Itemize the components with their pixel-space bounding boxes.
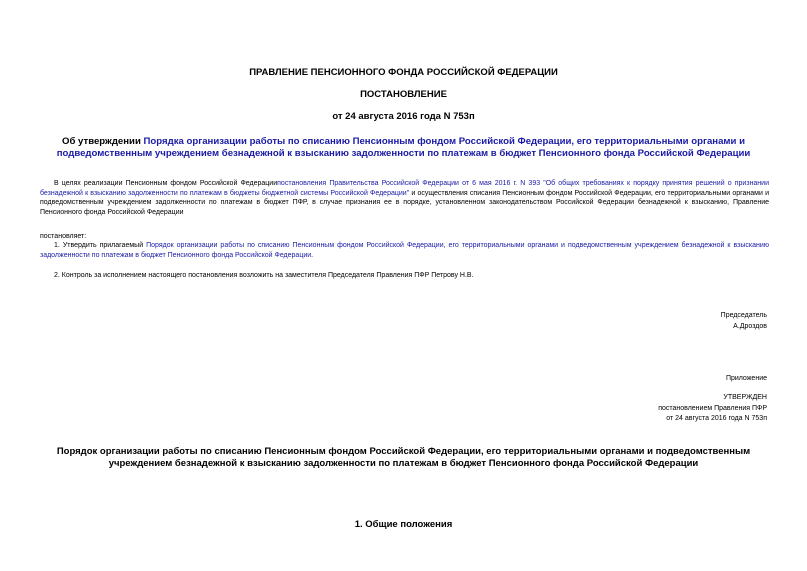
document-type-heading: ПОСТАНОВЛЕНИЕ: [360, 89, 447, 100]
approval-block: [658, 393, 767, 425]
signatory-position: Председатель: [720, 312, 767, 319]
document-date-number: от 24 августа 2016 года N 753п: [332, 111, 475, 122]
procedure-title: Порядок организации работы по списанию Пенсионным фондом Российской Федерации, его территориальными органами и подведомственным учреждением безнадежной к взысканию задолженности по платежам в бюджет Пенсионного фонда Российской Федерации: [56, 446, 751, 469]
section-1-heading: 1. Общие положения: [354, 519, 453, 530]
procedure-attachment-link[interactable]: Порядок организации работы по списанию Пенсионным фондом Российской Федерации, его территориальными органами и подведомственным учреждением безнадежной к взысканию задолженности по платежам в бюджет Пенсионного фонда Российской Федерации: [40, 242, 769, 259]
approved-by: постановлением Правления ПФР: [658, 404, 767, 412]
resolution-title: [40, 136, 767, 160]
procedure-link[interactable]: Порядка организации работы по списанию Пенсионным фондом Российской Федерации, его территориальными органами и подведомственным учреждением безнадежной к взысканию задолженности по платежам в бюджет Пенсионного фонда Российской Федерации: [56, 136, 751, 159]
item-1-paragraph: [40, 241, 769, 260]
item-1-start: 1. Утвердить прилагаемый: [54, 242, 147, 249]
signatory-name: А.Дроздов: [733, 322, 767, 330]
resolves-label: постановляет:: [40, 233, 87, 240]
preamble-paragraph: [40, 179, 769, 217]
approved-label: УТВЕРЖДЕН: [723, 394, 767, 401]
appendix-label: Приложение: [725, 375, 767, 382]
preamble-start: В целях реализации Пенсионным фондом Российской Федерации: [54, 180, 278, 187]
approved-date: от 24 августа 2016 года N 753п: [666, 415, 767, 422]
signature-block: [721, 311, 767, 332]
resolution-title-prefix: Об утверждении: [61, 136, 144, 147]
organization-heading: ПРАВЛЕНИЕ ПЕНСИОННОГО ФОНДА РОССИЙСКОЙ ФЕДЕРАЦИИ: [249, 67, 558, 78]
item-2-paragraph: 2. Контроль за исполнением настоящего постановления возложить на заместителя Председателя Правления ПФР Петрову Н.В.: [54, 272, 474, 279]
item-1-end: .: [311, 251, 314, 259]
preamble-end: и осуществления списания Пенсионным фондом Российской Федерации, его территориальными органами и подведомственным учреждением задолженности по платежам в бюджет ПФР, в случае признания ее в порядке, установленном законодательством Российской Федерации безнадежной к взысканию, Правление Пенсионного фонда Российской Федерации: [40, 189, 769, 216]
government-resolution-link[interactable]: постановления Правительства Российской Федерации от 6 мая 2016 г. N 393 "Об общих требованиях к порядку принятия решений о признании безнадежной к взысканию задолженности по платежам в бюджеты бюджетной системы Российской Федерации": [40, 180, 769, 197]
